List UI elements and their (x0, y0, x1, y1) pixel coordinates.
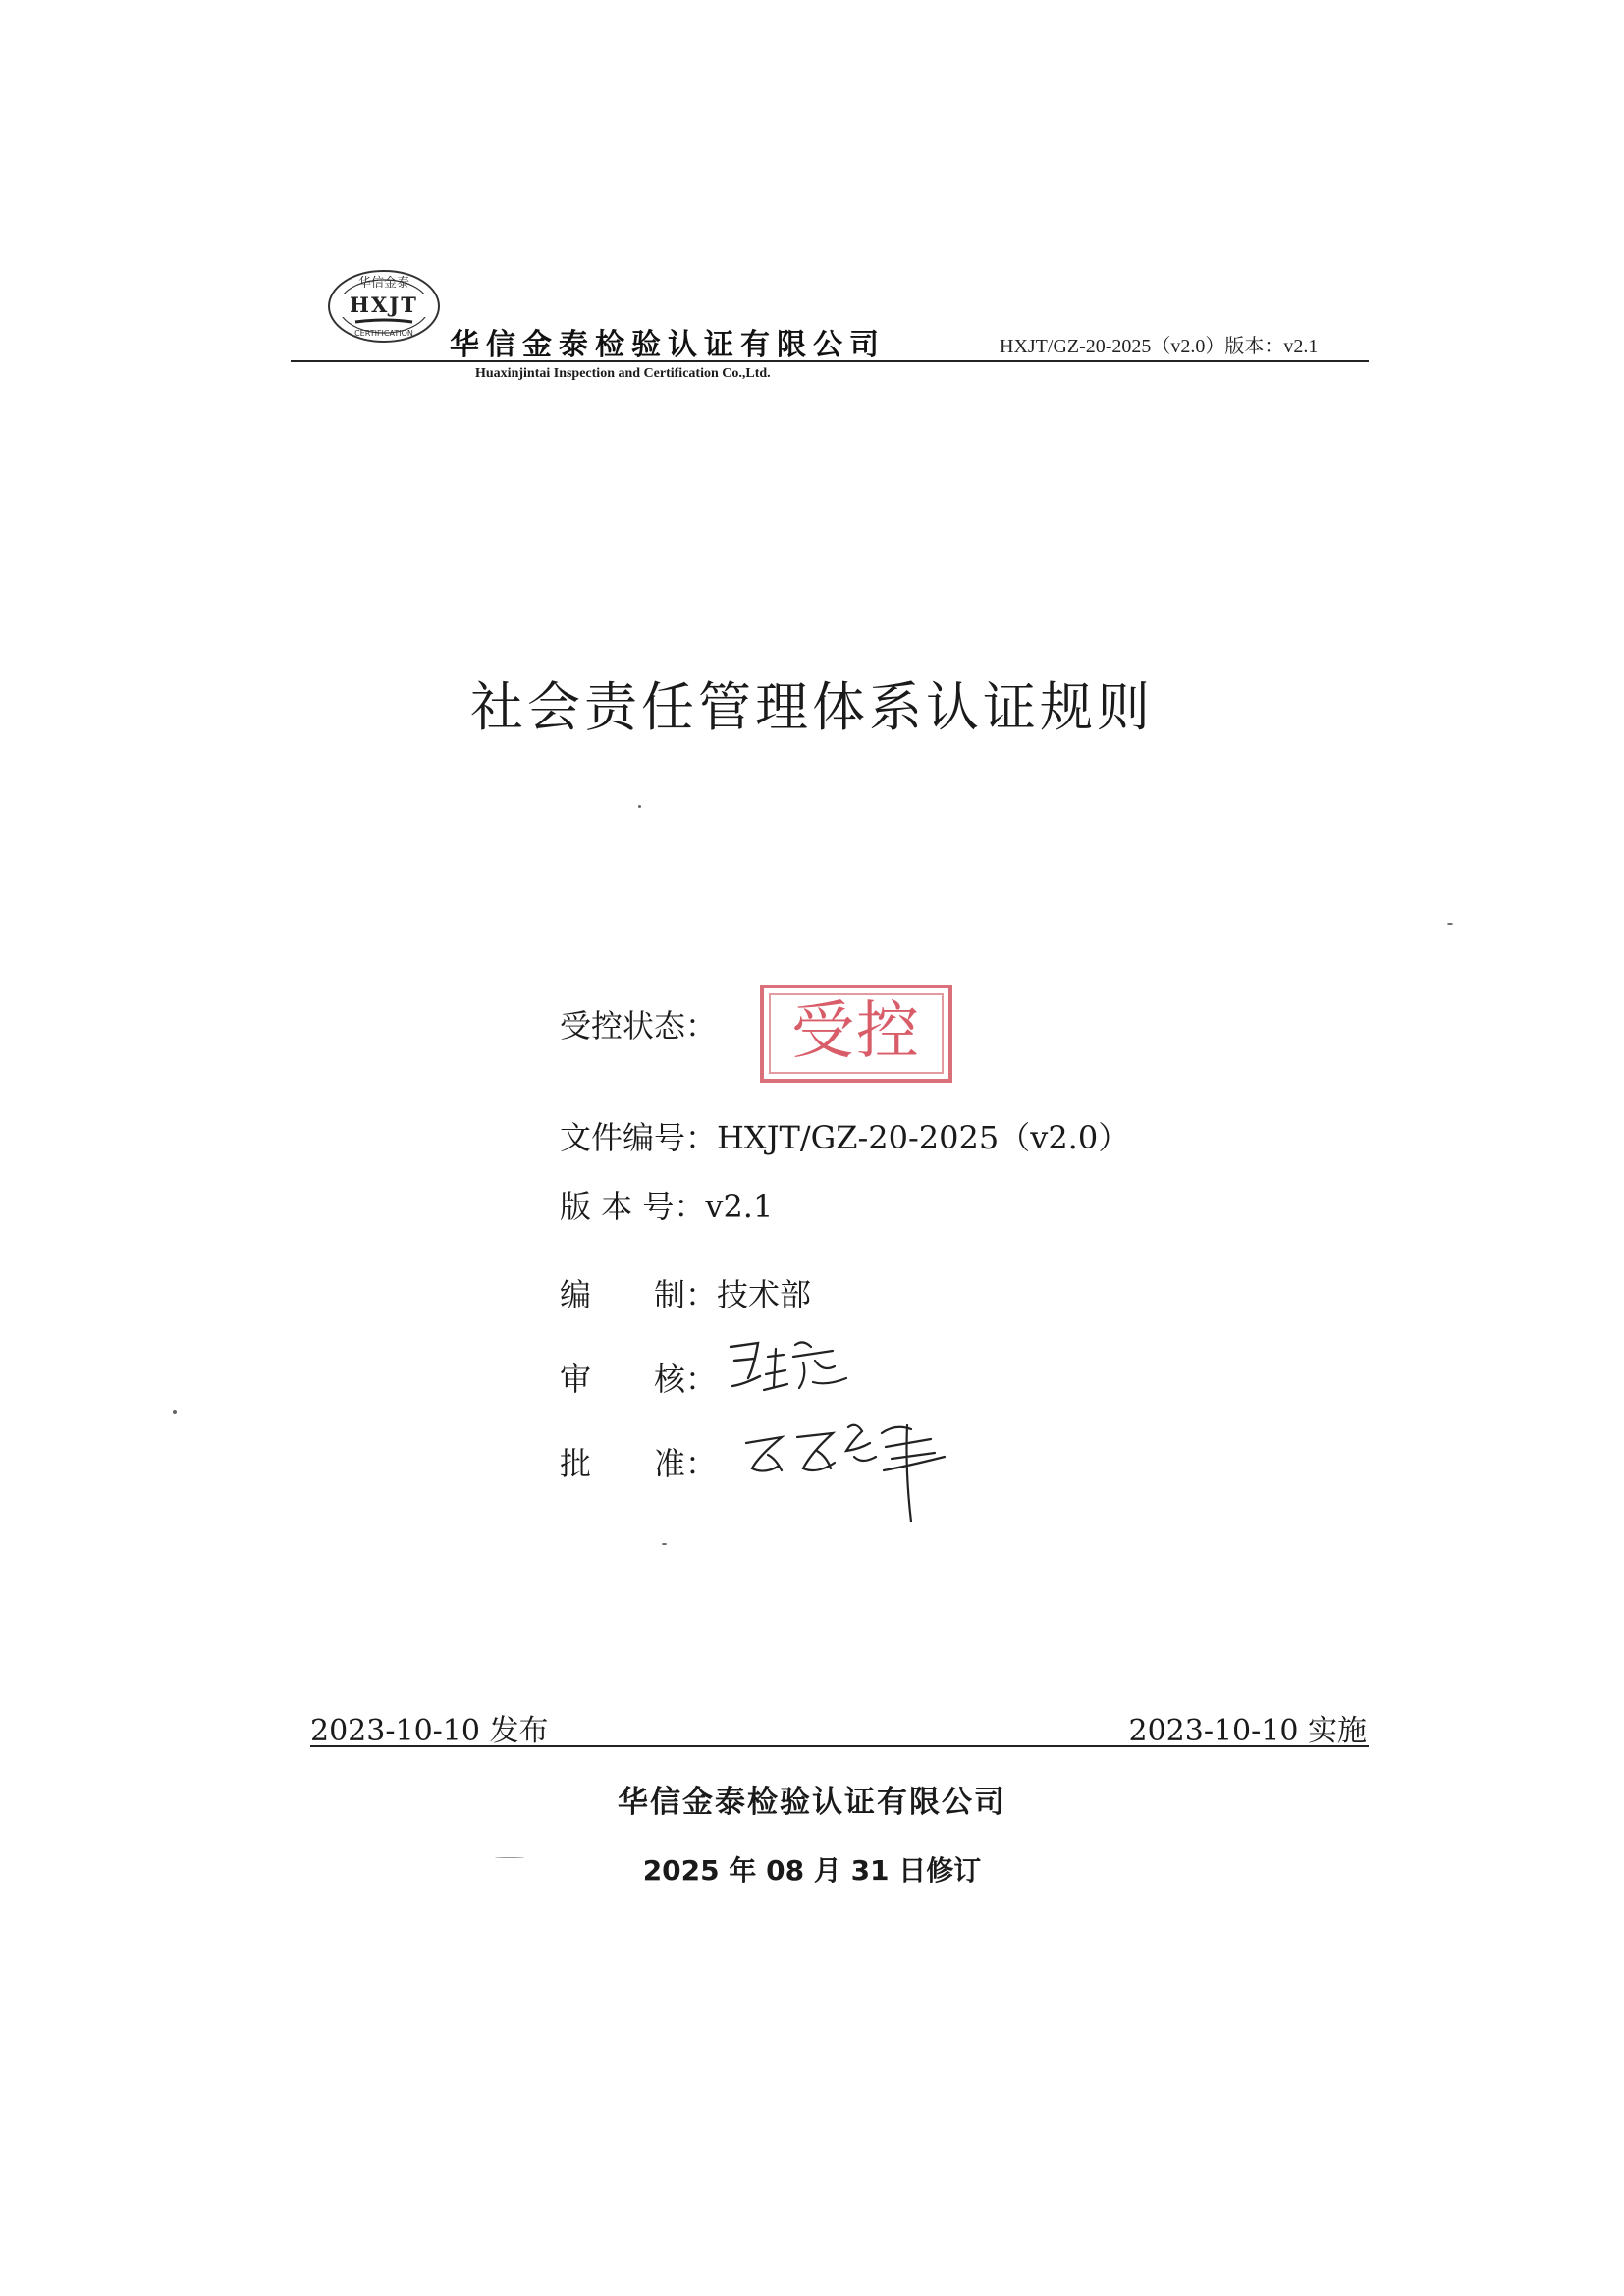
version-label: 版 本 号： (560, 1188, 706, 1225)
logo-abbr: HXJT (350, 293, 418, 317)
header-doc-code: HXJT/GZ-20-2025（v2.0）版本：v2.1 (1000, 336, 1319, 357)
scan-speck (662, 1543, 667, 1545)
header-company-cn: 华信金泰检验认证有限公司 (450, 328, 886, 362)
document-title: 社会责任管理体系认证规则 (470, 676, 1154, 738)
footer-rule (310, 1745, 1369, 1747)
compiled-by-label: 编 制： (560, 1276, 718, 1313)
doc-number-line (560, 1113, 1129, 1158)
doc-number-label: 文件编号： (560, 1119, 718, 1156)
footer-company: 华信金泰检验认证有限公司 (618, 1785, 1006, 1820)
doc-number-value: HXJT/GZ-20-2025（v2.0） (717, 1119, 1130, 1156)
publish-date: 2023-10-10 发布 (310, 1714, 549, 1748)
control-status-label: 受控状态： (560, 1007, 718, 1044)
approved-by-line (560, 1439, 717, 1484)
approved-by-label: 批 准： (560, 1445, 718, 1482)
scan-speck (1447, 923, 1453, 925)
logo-ring-en: CERTIFICATION (354, 329, 413, 338)
version-line (560, 1182, 773, 1227)
effective-date: 2023-10-10 实施 (1128, 1714, 1367, 1748)
company-logo-icon (326, 267, 442, 346)
header-company-en: Huaxinjintai Inspection and Certification Co.,Ltd. (475, 366, 771, 381)
controlled-stamp (760, 985, 952, 1083)
version-value: v2.1 (705, 1188, 774, 1225)
scan-speck (173, 1410, 177, 1414)
reviewer-signature-icon (725, 1327, 862, 1406)
approver-signature-icon (738, 1414, 964, 1531)
logo-ring-text: 华信金泰 (357, 276, 410, 291)
scan-speck (495, 1857, 524, 1858)
stamp-inner-border (769, 993, 944, 1074)
header-rule (291, 360, 1369, 362)
reviewed-by-label: 审 核： (560, 1361, 718, 1398)
scan-speck (638, 805, 641, 808)
revised-date: 2025 年 08 月 31 日修订 (642, 1854, 982, 1887)
reviewed-by-line (560, 1355, 717, 1400)
stamp-text: 受控 (791, 995, 921, 1068)
compiled-by-line (560, 1270, 811, 1315)
compiled-by-value: 技术部 (717, 1276, 812, 1313)
